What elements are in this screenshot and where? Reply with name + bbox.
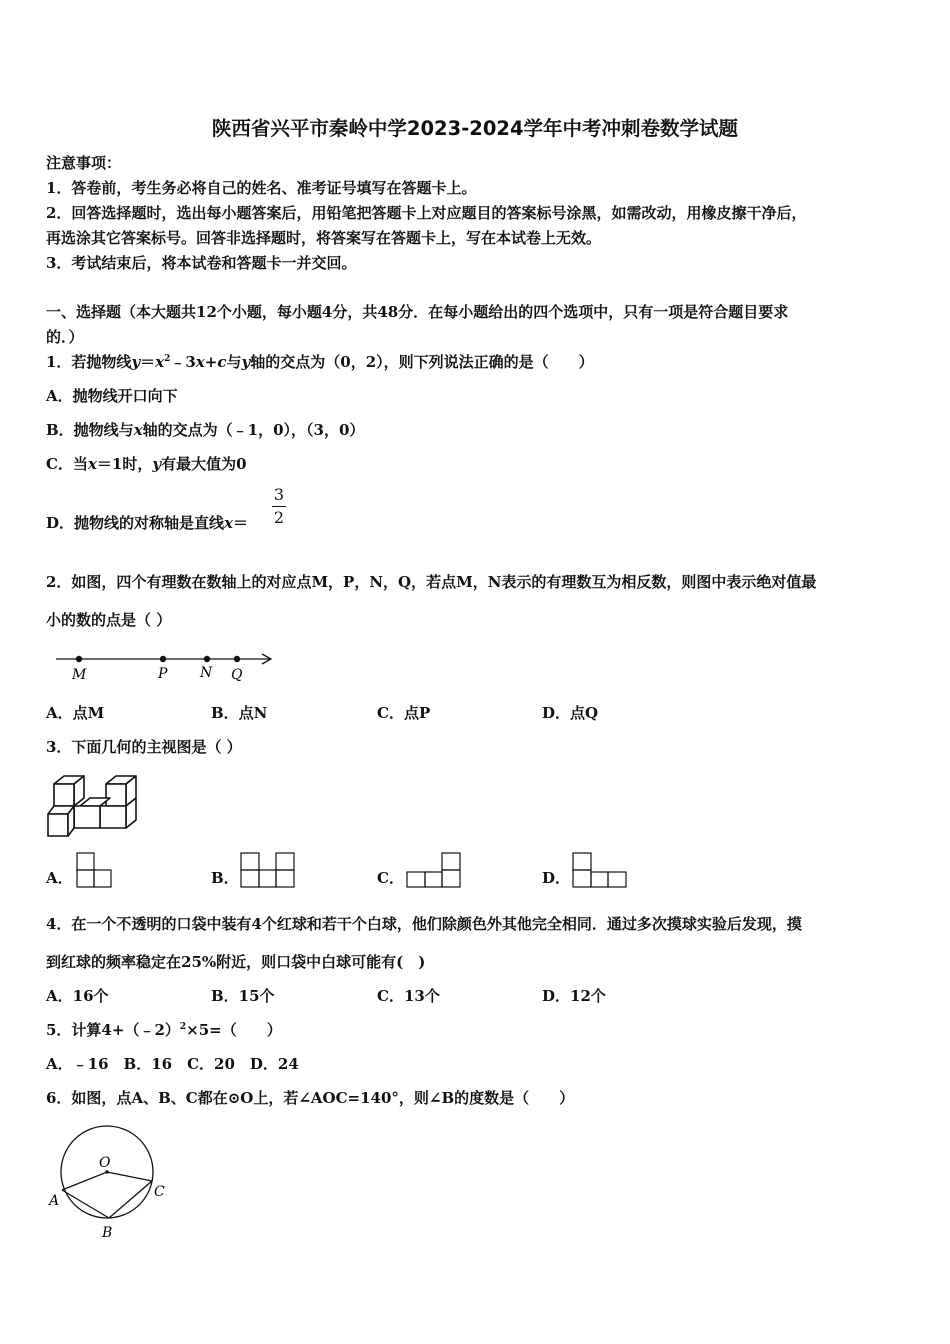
label-c: C	[154, 1184, 165, 1200]
question-3-label-a: A．	[46, 869, 73, 887]
point-n-label: N	[200, 665, 213, 681]
point-q-label: Q	[231, 667, 243, 683]
section-heading: 一、选择题（本大题共12个小题，每小题4分，共48分．在每小题给出的四个选项中，只有一项是符合题目要求	[46, 303, 789, 321]
question-4-stem-cont: 到红球的频率稳定在25%附近，则口袋中白球可能有( )	[46, 953, 426, 971]
question-1-option-a: A．抛物线开口向下	[46, 387, 178, 405]
notice-item-3: 3．考试结束后，将本试卷和答题卡一并交回。	[46, 254, 357, 272]
question-1-stem: 1．若抛物线$y=x^2﹣3x+c$与y轴的交点为（0，2），则下列说法正确的是（ ）	[46, 353, 594, 371]
notice-item-2: 2．回答选择题时，选出每小题答案后，用铅笔把答题卡上对应题目的答案标号涂黑，如需改动，用橡皮擦干净后，	[46, 204, 807, 222]
page-title: 陕西省兴平市秦岭中学2023-2024学年中考冲刺卷数学试题	[211, 117, 739, 140]
notice-item-2-cont: 再选涂其它答案标号。回答非选择题时，将答案写在答题卡上，写在本试卷上无效。	[46, 229, 602, 247]
notice-heading: 注意事项：	[46, 154, 122, 172]
chords-ab-bc	[62, 1181, 152, 1218]
label-o: O	[99, 1155, 111, 1171]
question-4-stem: 4．在一个不透明的口袋中装有4个红球和若干个白球，他们除颜色外其他完全相同．通过多次摸球实验后发现，摸	[46, 915, 802, 933]
question-1-option-d: D．抛物线的对称轴是直线x＝	[46, 514, 248, 532]
question-5-options: A．﹣16 B．16 C．20 D．24	[46, 1055, 299, 1073]
radii-oa-oc	[62, 1172, 152, 1190]
question-4-option-d: D．12个	[542, 987, 606, 1005]
point-m-label: M	[72, 667, 87, 683]
fraction-denominator: 2	[273, 508, 285, 527]
point-p-dot	[160, 656, 166, 662]
point-p-label: P	[158, 666, 168, 682]
question-1-option-c: C．当x＝1时，y有最大值为0	[46, 455, 247, 473]
question-2-option-a: A．点M	[46, 704, 105, 722]
question-3-label-c: C．	[377, 869, 404, 887]
option-d-view	[572, 852, 630, 890]
question-2-option-d: D．点Q	[542, 704, 599, 722]
label-b: B	[102, 1225, 113, 1241]
option-c-view	[406, 852, 464, 890]
question-4-option-a: A．16个	[46, 987, 109, 1005]
question-2-stem: 2．如图，四个有理数在数轴上的对应点M，P，N，Q，若点M，N表示的有理数互为相反数，则图中表示绝对值最	[46, 573, 817, 591]
question-1-option-b: B．抛物线与x轴的交点为（﹣1，0），（3，0）	[46, 421, 365, 439]
point-m-dot	[76, 656, 82, 662]
question-3-label-b: B．	[211, 869, 239, 887]
option-b-view	[240, 852, 298, 890]
question-3-label-d: D．	[542, 869, 571, 887]
fraction-three-halves	[272, 487, 286, 526]
label-a: A	[49, 1193, 60, 1209]
section-heading-cont: 的．）	[46, 328, 84, 346]
question-4-option-b: B．15个	[211, 987, 275, 1005]
number-line-figure	[52, 648, 282, 688]
option-a-view	[76, 852, 114, 890]
notice-item-1: 1．答卷前，考生务必将自己的姓名、准考证号填写在答题卡上。	[46, 179, 477, 197]
point-q-dot	[234, 656, 240, 662]
question-4-option-c: C．13个	[377, 987, 440, 1005]
question-2-stem-cont: 小的数的点是（ ）	[46, 611, 172, 629]
question-6-stem: 6．如图，点A、B、C都在⊙O上，若∠AOC=140°，则∠B的度数是（ ）	[46, 1089, 575, 1107]
question-2-option-b: B．点N	[211, 704, 268, 722]
point-n-dot	[204, 656, 210, 662]
fraction-numerator: 3	[273, 485, 285, 504]
question-2-option-c: C．点P	[377, 704, 431, 722]
question-3-stem: 3．下面几何的主视图是（ ）	[46, 738, 242, 756]
cube-solid-figure	[44, 772, 144, 840]
circle-figure	[44, 1122, 174, 1242]
question-5-stem: 5．计算4+（﹣2）$^2$×5=（ ）	[46, 1021, 282, 1039]
